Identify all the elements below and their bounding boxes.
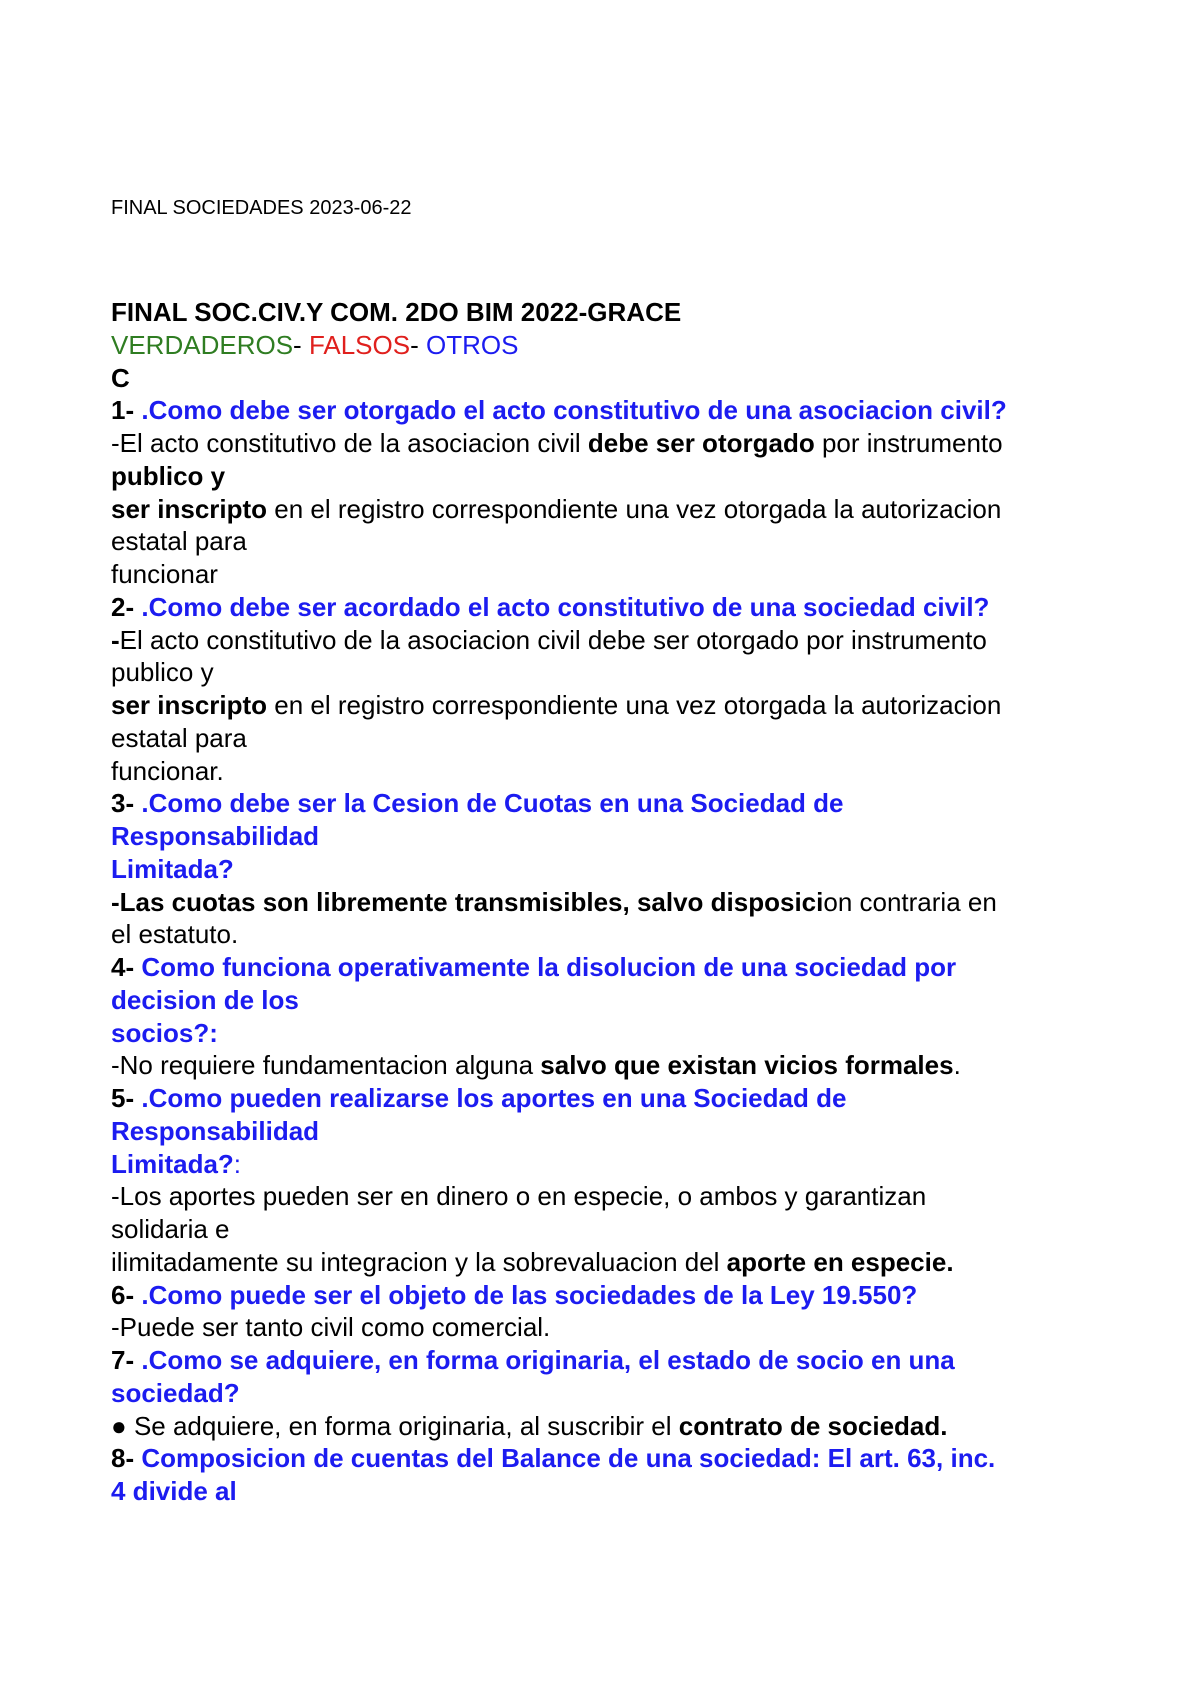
question-number: 7-	[111, 1345, 142, 1375]
question-text: .Como pueden realizarse los aportes en una Sociedad de	[141, 1083, 847, 1113]
question-6	[111, 1279, 1111, 1312]
answer-bold: -Las cuotas son libremente transmisibles, salvo disposici	[111, 886, 824, 917]
answer-1-line: estatal para	[111, 526, 247, 557]
answer-bold: debe ser otorgado	[587, 428, 815, 458]
legend-line	[111, 329, 1111, 362]
answer-1-line	[111, 493, 1111, 526]
question-8-cont: 4 divide al	[111, 1476, 237, 1506]
document-body	[111, 296, 1111, 1508]
answer-bold: -	[111, 624, 120, 655]
question-3-cont: Limitada?	[111, 853, 234, 884]
question-text: .Como puede ser el objeto de las sociedades de la Ley 19.550?	[141, 1279, 918, 1310]
question-text: Como funciona operativamente la disolucion de una sociedad por	[141, 952, 957, 982]
answer-text: -No requiere fundamentacion alguna	[111, 1050, 541, 1081]
answer-2-line	[111, 624, 1111, 657]
answer-text: en el registro correspondiente una vez otorgada la autorizacion	[267, 690, 1002, 720]
question-5	[111, 1082, 1111, 1115]
question-number: 3-	[111, 788, 142, 819]
answer-bold: ser inscripto	[111, 690, 268, 720]
answer-1-line	[111, 427, 1111, 460]
question-4-cont: decision de los	[111, 984, 299, 1015]
answer-bold: ser inscripto	[111, 493, 268, 524]
answer-bold: aporte en especie.	[726, 1246, 954, 1277]
answer-1-line: publico y	[111, 460, 226, 491]
legend-falsos: FALSOS	[308, 329, 411, 360]
question-number: 5-	[111, 1083, 142, 1113]
question-7	[111, 1344, 1111, 1377]
legend-otros: OTROS	[425, 329, 519, 360]
answer-bold: contrato de sociedad.	[678, 1410, 948, 1441]
question-number: 8-	[111, 1443, 142, 1474]
question-number: 1-	[111, 395, 142, 426]
answer-text: en el registro correspondiente una vez otorgada la autorizacion	[267, 493, 1002, 524]
answer-text: .	[953, 1050, 961, 1081]
answer-text: on contraria en	[823, 886, 997, 917]
question-number: 4-	[111, 952, 142, 982]
question-text: :	[233, 1148, 242, 1179]
answer-text: por instrumento	[814, 428, 1003, 458]
answer-7-line	[111, 1410, 1111, 1443]
answer-1-line: funcionar	[111, 559, 218, 589]
question-1	[111, 394, 1111, 427]
answer-3-line	[111, 886, 1111, 919]
answer-5-line: -Los aportes pueden ser en dinero o en especie, o ambos y garantizan	[111, 1181, 927, 1212]
question-text: Composicion de cuentas del Balance de una sociedad: El art. 63, inc.	[141, 1443, 996, 1474]
section-letter: C	[111, 362, 130, 393]
question-text: .Como debe ser otorgado el acto constitutivo de una asociacion civil?	[141, 395, 1007, 426]
answer-text: El acto constitutivo de la asociacion civil debe ser otorgado por instrumento	[119, 624, 987, 655]
question-4	[111, 951, 1111, 984]
question-text: .Como debe ser la Cesion de Cuotas en una Sociedad de	[141, 788, 844, 819]
question-8	[111, 1442, 1111, 1475]
question-5-cont: Responsabilidad	[111, 1115, 320, 1146]
question-5-cont	[111, 1148, 1111, 1181]
question-text: Limitada?	[111, 1148, 234, 1179]
question-text: .Como debe ser acordado el acto constitutivo de una sociedad civil?	[141, 591, 990, 622]
question-number: 2-	[111, 591, 142, 622]
page-header: FINAL SOCIEDADES 2023-06-22	[111, 197, 412, 219]
question-7-cont: sociedad?	[111, 1377, 240, 1408]
legend-verdaderos: VERDADEROS	[111, 329, 294, 360]
answer-5-line: solidaria e	[111, 1214, 230, 1244]
question-3	[111, 787, 1111, 820]
bullet-icon: ●	[111, 1410, 127, 1441]
answer-text: -El acto constitutivo de la asociacion civil	[111, 428, 588, 458]
answer-6-line: -Puede ser tanto civil como comercial.	[111, 1312, 551, 1343]
answer-4-line	[111, 1049, 1111, 1082]
answer-text: ilimitadamente su integracion y la sobrevaluacion del	[111, 1246, 727, 1277]
answer-2-line: funcionar.	[111, 755, 224, 786]
question-2	[111, 591, 1111, 624]
legend-dash: -	[293, 329, 309, 360]
answer-bold: salvo que existan vicios formales	[540, 1050, 954, 1081]
answer-2-line: estatal para	[111, 722, 247, 753]
answer-5-line	[111, 1246, 1111, 1279]
answer-3-line: el estatuto.	[111, 919, 239, 950]
question-text: .Como se adquiere, en forma originaria, el estado de socio en una	[141, 1345, 955, 1375]
question-number: 6-	[111, 1279, 142, 1310]
answer-2-line	[111, 689, 1111, 722]
answer-2-line: publico y	[111, 657, 214, 688]
document-title: FINAL SOC.CIV.Y COM. 2DO BIM 2022-GRACE	[111, 297, 682, 327]
question-4-cont: socios?:	[111, 1017, 218, 1048]
answer-text: Se adquiere, en forma originaria, al suscribir el	[126, 1410, 679, 1441]
question-3-cont: Responsabilidad	[111, 821, 320, 851]
legend-dash: -	[410, 329, 426, 360]
